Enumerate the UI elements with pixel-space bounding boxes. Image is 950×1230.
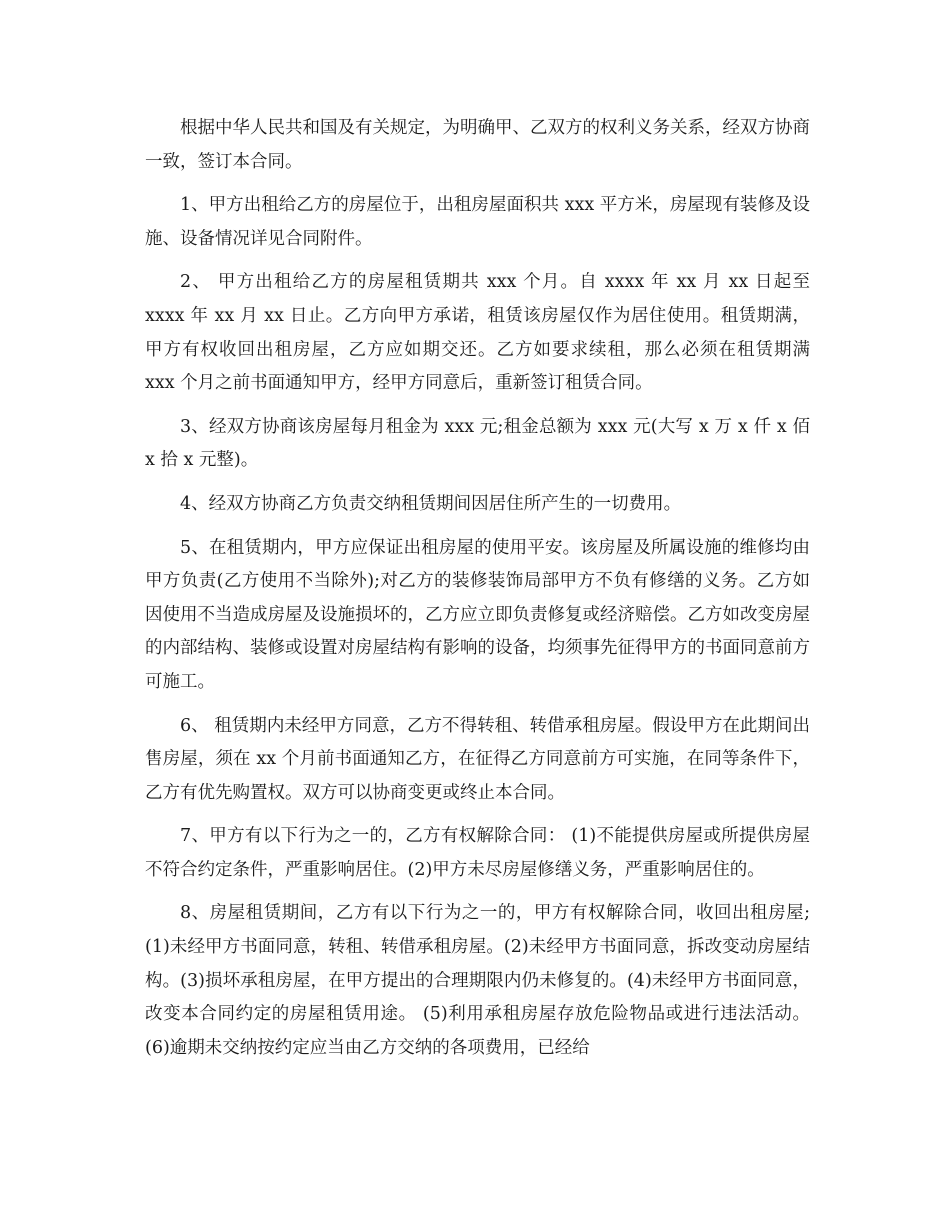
- paragraph-clause-2: 2、 甲方出租给乙方的房屋租赁期共 xxx 个月。自 xxxx 年 xx 月 xx 日起至 xxxx 年 xx 月 xx 日止。乙方向甲方承诺，租赁该房屋仅作为居住使用。租赁期满，甲方有权收回出租房屋，乙方应如期交还。乙方如要求续租，那么必须在租赁期满 xxx 个月之前书面通知甲方，经甲方同意后，重新签订租赁合同。: [145, 272, 810, 394]
- contract-body: [145, 112, 810, 1075]
- paragraph-clause-6: 6、 租赁期内未经甲方同意，乙方不得转租、转借承租房屋。假设甲方在此期间出售房屋，须在 xx 个月前书面通知乙方，在征得乙方同意前方可实施，在同等条件下，乙方有优先购置权。双方可以协商变更或终止本合同。: [145, 715, 810, 803]
- paragraph-clause-4: 4、经双方协商乙方负责交纳租赁期间因居住所产生的一切费用。: [180, 493, 682, 514]
- paragraph-clause-1: 1、甲方出租给乙方的房屋位于，出租房屋面积共 xxx 平方米，房屋现有装修及设施、设备情况详见合同附件。: [145, 195, 810, 249]
- paragraph-clause-3: 3、经双方协商该房屋每月租金为 xxx 元;租金总额为 xxx 元(大写 x 万 x 仟 x 佰 x 拾 x 元整)。: [145, 416, 810, 471]
- paragraph-clause-7: 7、甲方有以下行为之一的，乙方有权解除合同： (1)不能提供房屋或所提供房屋不符合约定条件，严重影响居住。(2)甲方未尽房屋修缮义务，严重影响居住的。: [145, 826, 810, 880]
- paragraph-clause-8: 8、房屋租赁期间，乙方有以下行为之一的，甲方有权解除合同，收回出租房屋;(1)未经甲方书面同意，转租、转借承租房屋。(2)未经甲方书面同意，拆改变动房屋结构。(3)损坏承租房屋，在甲方提出的合理期限内仍未修复的。(4)未经甲方书面同意，改变本合同约定的房屋租赁用途。 (5)利用承租房屋存放危险物品或进行违法活动。 (6)逾期未交纳按约定应当由乙方交纳的各项费用，已经给: [145, 903, 810, 1058]
- paragraph-clause-5: 5、在租赁期内，甲方应保证出租房屋的使用平安。该房屋及所属设施的维修均由甲方负责(乙方使用不当除外);对乙方的装修装饰局部甲方不负有修缮的义务。乙方如因使用不当造成房屋及设施损坏的，乙方应立即负责修复或经济赔偿。乙方如改变房屋的内部结构、装修或设置对房屋结构有影响的设备，均须事先征得甲方的书面同意前方可施工。: [145, 537, 810, 692]
- paragraph-preamble: 根据中华人民共和国及有关规定，为明确甲、乙双方的权利义务关系，经双方协商一致，签订本合同。: [145, 118, 810, 172]
